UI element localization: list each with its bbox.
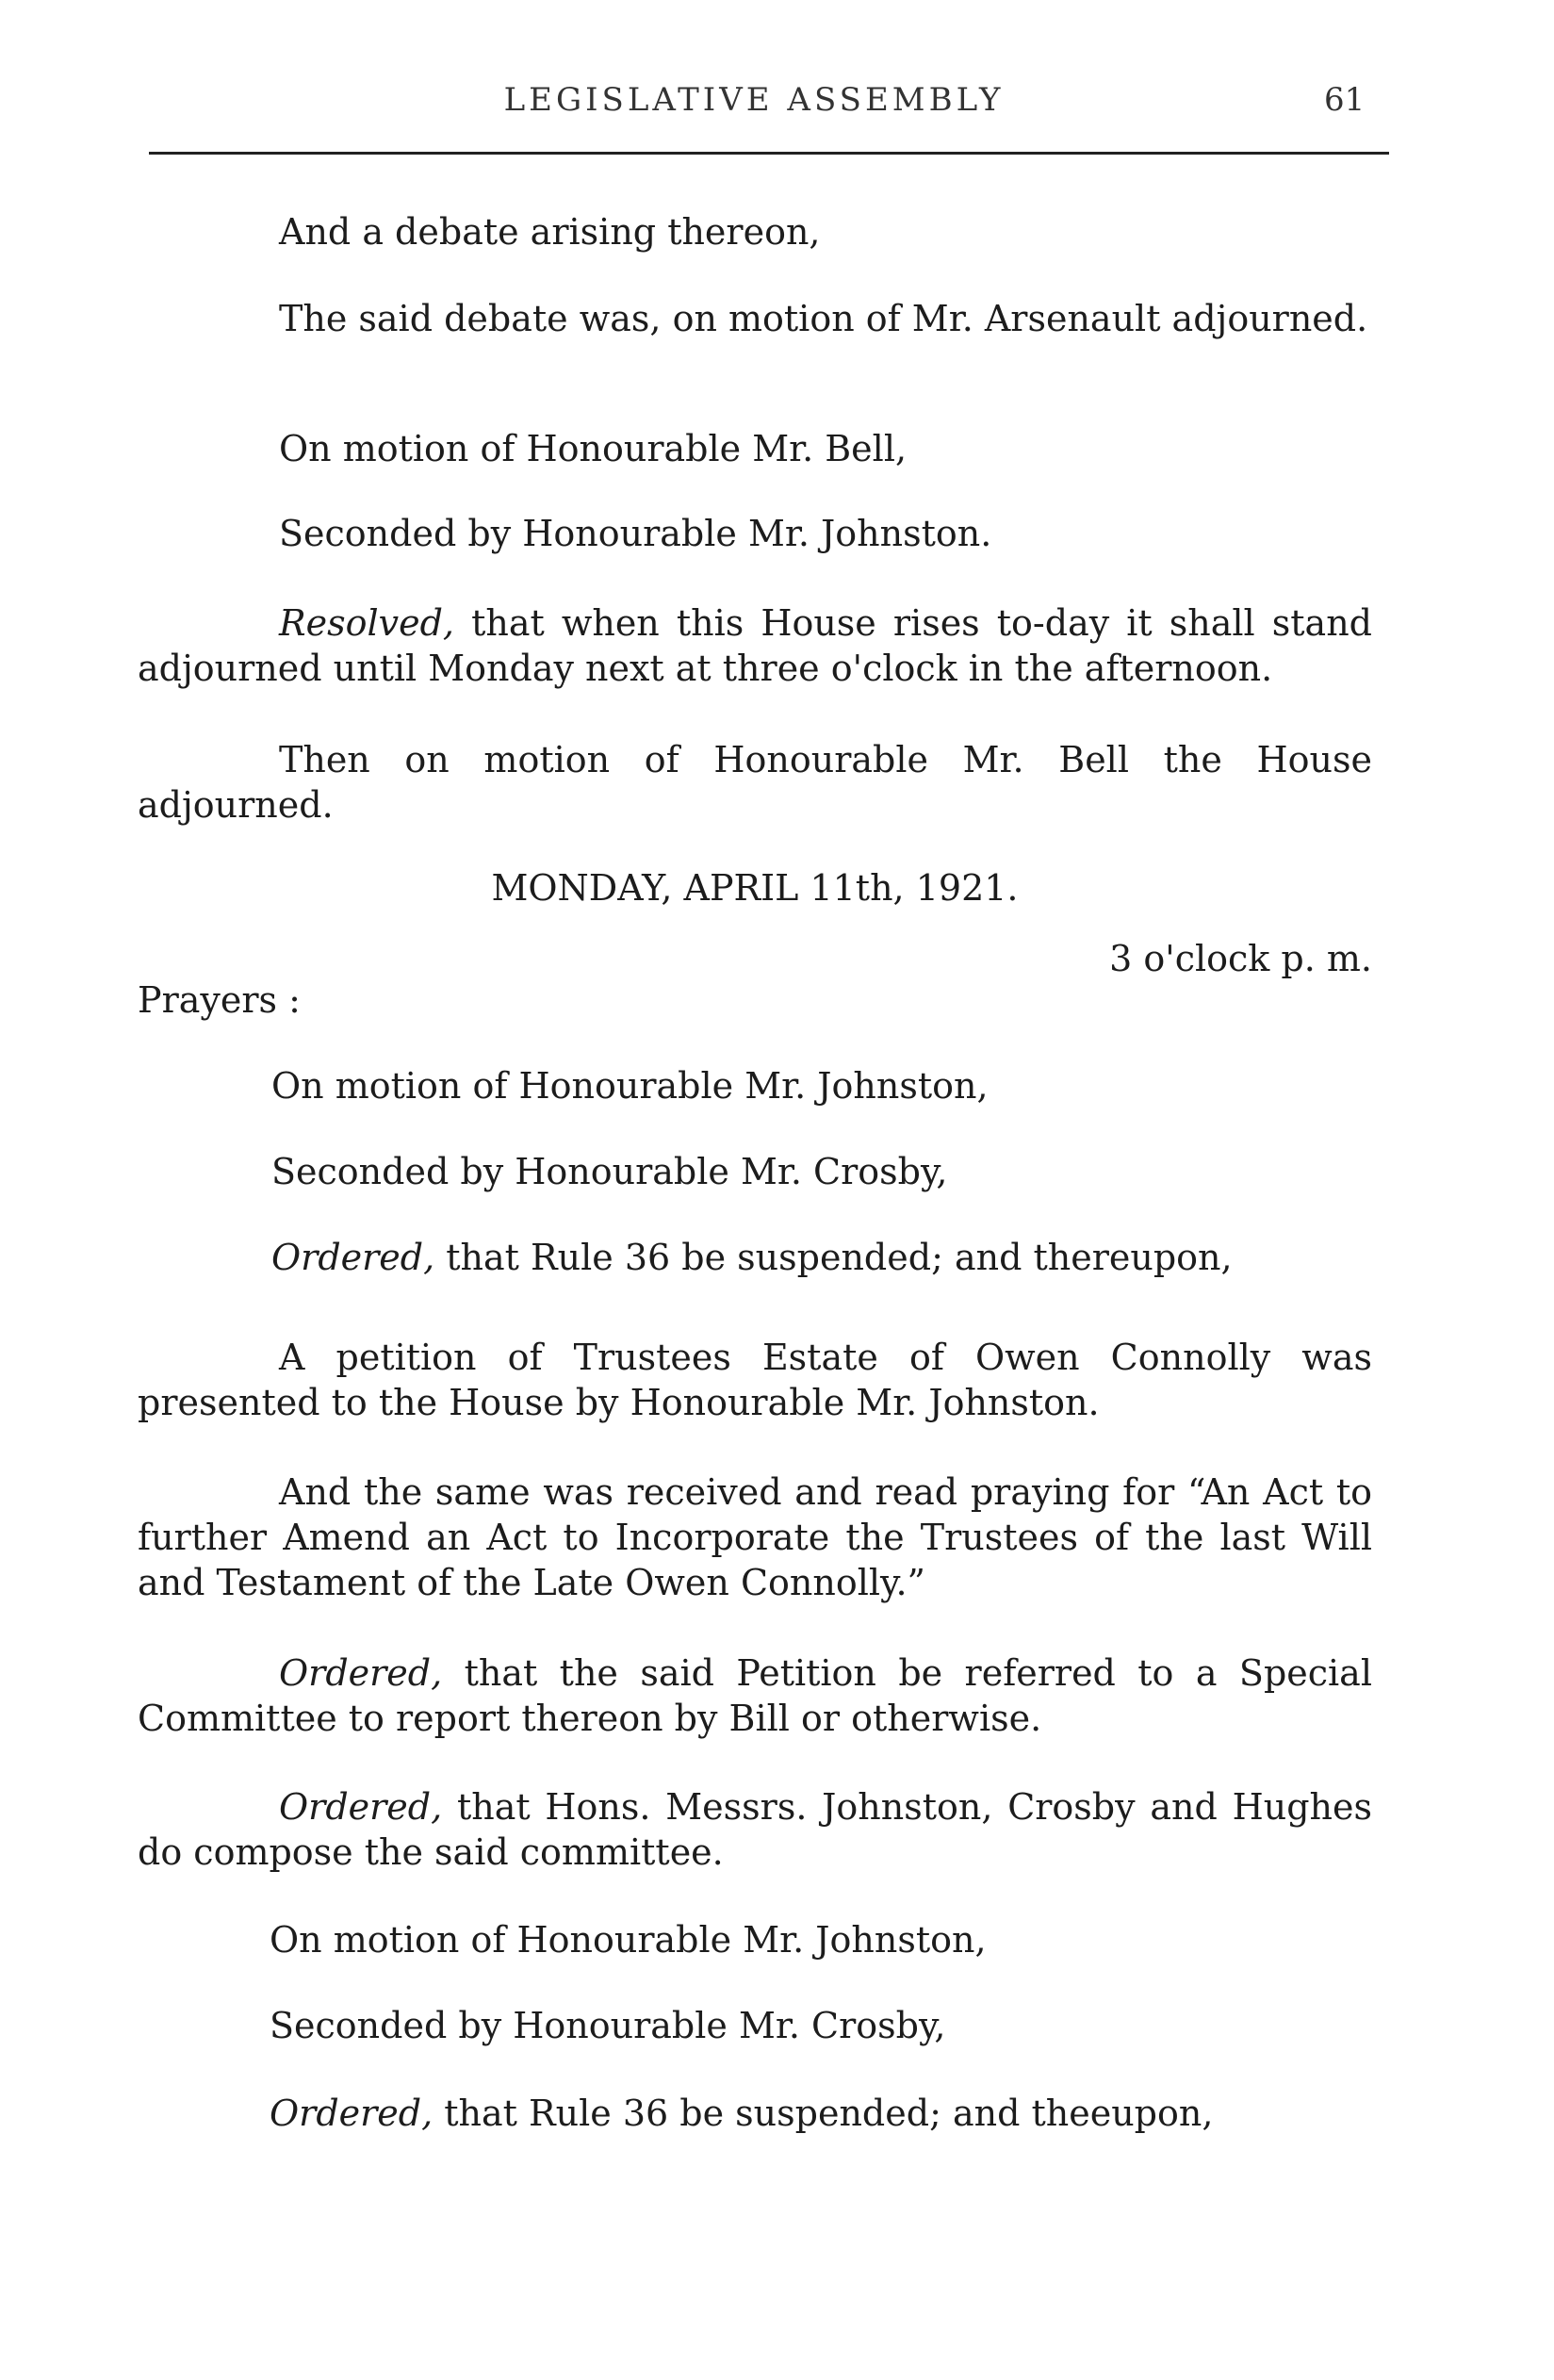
paragraph-resolved: Resolved, that when this House rises to-day it shall stand adjourned until Monday next at three o'clock in the afternoon. [138, 602, 1372, 689]
paragraph-house-adjourned: Then on motion of Honourable Mr. Bell the House adjourned. [138, 739, 1372, 826]
prayers-label: Prayers : [138, 979, 301, 1021]
page-header-title: LEGISLATIVE ASSEMBLY [503, 81, 1005, 119]
paragraph-praying: And the same was received and read praying for “An Act to further Amend an Act to Incorporate the Trustees of the last Will and Testament of the Late Owen Connolly.” [138, 1471, 1372, 1603]
paragraph-ordered-committee: Ordered, that Hons. Messrs. Johnston, Crosby and Hughes do compose the said committee. [138, 1786, 1372, 1873]
sitting-time: 3 o'clock p. m. [1109, 938, 1372, 979]
paragraph-seconded-johnston: Seconded by Honourable Mr. Johnston. [279, 513, 992, 554]
paragraph-seconded-crosby-2: Seconded by Honourable Mr. Crosby, [270, 2005, 946, 2046]
header-rule [149, 152, 1389, 155]
paragraph-motion-johnston-2: On motion of Honourable Mr. Johnston, [270, 1919, 987, 1961]
paragraph-motion-bell: On motion of Honourable Mr. Bell, [279, 428, 908, 469]
paragraph-ordered-rule-36-2: Ordered, that Rule 36 be suspended; and theeupon, [270, 2093, 1214, 2134]
paragraph-motion-johnston: On motion of Honourable Mr. Johnston, [271, 1065, 989, 1107]
paragraph-debate-adjourned: The said debate was, on motion of Mr. Arsenault adjourned. [279, 298, 1368, 339]
paragraph-ordered-referred: Ordered, that the said Petition be referred to a Special Committee to report thereon by Bill or otherwise. [138, 1652, 1372, 1739]
paragraph-ordered-rule-36: Ordered, that Rule 36 be suspended; and thereupon, [271, 1237, 1233, 1278]
paragraph-petition: A petition of Trustees Estate of Owen Connolly was presented to the House by Honourable Mr. Johnston. [138, 1337, 1372, 1423]
page-number: 61 [1324, 81, 1366, 119]
date-heading: MONDAY, APRIL 11th, 1921. [491, 867, 1019, 909]
paragraph-seconded-crosby: Seconded by Honourable Mr. Crosby, [271, 1151, 948, 1192]
paragraph-debate-arising: And a debate arising thereon, [279, 211, 821, 253]
